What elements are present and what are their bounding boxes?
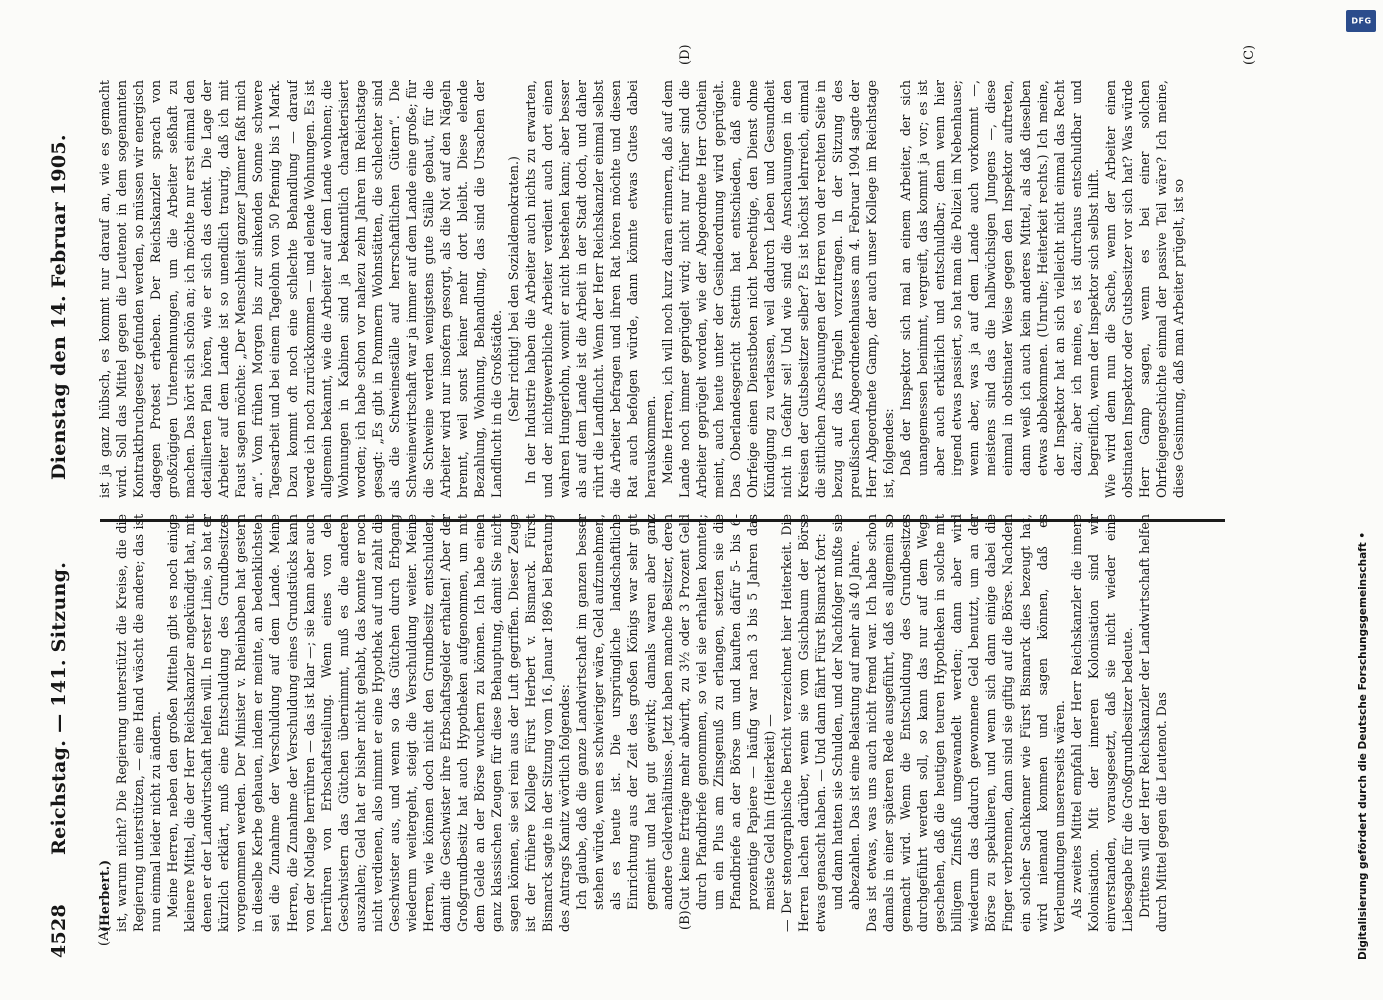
paragraph: — Der stenographische Bericht verzeichnet hier Heiterkeit. Die Herren lachen darüber, wenn sie vom Gsichbaum der Börse etwas genascht haben. — Und dann fährt Fürst Bismarck fort: <box>778 514 828 932</box>
margin-marker-a: (A) <box>97 926 112 946</box>
paragraph: Als zweites Mittel empfahl der Herr Reichskanzler die innere Kolonisation. Mit der inneren Kolonisation sind wir einverstanden, vorausgesetzt, daß sie nicht wieder eine Liebesgabe für die Großgrundbesitzer bedeute. <box>1068 514 1135 932</box>
paragraph: Das ist etwas, was uns auch nicht fremd war. Ich habe schon damals in einer späteren Rede ausgeführt, daß es allgemein so gemacht wird. Wenn die Entschuldung des Grundbesitzes durchgeführt werden soll, so kann das nur auf dem Wege geschehen, daß die heutigen teuren Hypotheken in solche mit billigem Zinsfuß umgewandelt werden; dann aber wird wiederum das dadurch gewonnene Geld benutzt, um an der Börse zu spekulieren, und wenn sich dann einige dabei die Finger verbrennen, dann sind sie giftig auf die Börse. Nachdem ein solcher Sachkenner wie Fürst Bismarck dies bezeugt hat, wird niemand kommen und sagen können, daß es Verleumdungen unsererseits wären. <box>864 514 1067 932</box>
paragraph: Meine Herren, neben den großen Mitteln gibt es noch einige kleinere Mittel, die der Herr Reichskanzler angekündigt hat, mit denen er der Landwirtschaft helfen will. In erster Linie, so hat er kürzlich erklärt, muß eine Entschuldung des Grundbesitzes vorgenommen werden. Der Minister v. Rheinbaben hat gestern in dieselbe Kerbe gehauen, indem er meinte, an bedenklichsten sei die Zunahme der Verschuldung auf dem Lande. Meine Herren, die Zunahme der Verschuldung eines Grundstücks kann von der Notlage herrühren — das ist klar —; sie kann aber auch herrühren von Erbschaftsteilung. Wenn eines von den Geschwistern das Gütchen übernimmt, muß es die anderen auszahlen; Geld hat er bisher nicht gehabt, das konnte er noch nicht verdienen, also nimmt er eine Hypothek auf und zahlt die Geschwister aus, und wenn so das Gütchen durch Erbgang wiederum weitergeht, steigt die Verschuldung weiter. Meine Herren, wie können doch nicht den Grundbesitz entschulden, damit die Geschwister ihre Erbschaftsgelder erhalten! Aber der Großgrundbesitz hat auch Hypotheken aufgenommen, um mit dem Gelde an der Börse wuchern zu können. Ich habe einen ganz klassischen Zeugen für diese Behauptung, damit Sie nicht sagen können, sie sei rein aus der Luft gegriffen. Dieser Zeuge ist der frühere Kollege Fürst Herbert v. Bismarck. Fürst Bismarck sagte in der Sitzung vom 16. Januar 1896 bei Beratung des Antrags Kanitz wörtlich folgendes: <box>165 514 573 932</box>
right-column <box>96 80 1206 498</box>
quotation: und dann hatten sie Schulden, und der Nachfolger mußte sie abbezahlen. Das ist eine Belastung auf mehr als 40 Jahre. <box>830 514 863 910</box>
margin-marker-c: (C) <box>1242 44 1257 65</box>
interjection: (Sehr richtig! bei den Sozialdemokraten.) <box>506 156 522 422</box>
dfg-logo <box>1346 10 1376 32</box>
margin-marker-d: (D) <box>678 44 693 65</box>
paragraph: In der Industrie haben die Arbeiter auch nichts zu erwarten, und der nichtgewerbliche Arbeiter verdient auch dort einen wahren Hungerlohn, womit er nicht bestehen kann; aber besser als auf dem Lande ist die Arbeit in der Stadt doch, und daher rührt die Landflucht. Wenn der Herr Reichskanzler einmal selbst die Arbeiter befragen und ihren Rat hören möchte und diesen Rat auch befolgen würde, dann könnte etwas Gutes dabei herauskommen. <box>523 80 658 498</box>
left-column <box>96 514 1221 932</box>
quotation: Ich glaube, daß die ganze Landwirtschaft im ganzen besser stehen würde, wenn es schwieriger wäre, Geld aufzunehmen, als es heute ist. Die ursprüngliche landschaftliche Einrichtung aus der Zeit des großen Königs war sehr gut gemeint und hat gut gewirkt; damals waren aber ganz andere Geldverhältnisse. Jetzt haben manche Besitzer, deren Gut keine Erträge mehr abwirft, zu 3½ oder 3 Prozent Geld durch Pfandbriefe genommen, so viel sie erhalten konnten; um ein Plus am Zinsgenuß zu erlangen, setzten sie die Pfandbriefe an der Börse um und kauften dafür 5- bis 6-prozentige Papiere — häufig war nach 3 bis 5 Jahren das meiste Geld hin (Heiterkeit) — <box>574 514 777 910</box>
paragraph: Meine Herren, ich will noch kurz daran erinnern, daß auf dem Lande noch immer geprügelt wird; nicht nur früher sind die Arbeiter geprügelt worden, wie der Abgeordnete Herr Gothein meint, auch heute unter der Gesindeordnung wird geprügelt. Das Oberlandesgericht Stettin hat entschieden, daß eine Ohrfeige einen Dienstboten nicht berechtige, den Dienst ohne Kündigung zu verlassen, weil dadurch Leben und Gesundheit nicht in Gefahr sei! Und wie sind die Anschauungen in den Kreisen der Gutsbesitzer selber? Es ist höchst lehrreich, einmal die sittlichen Anschauungen der Herren von der rechten Seite in bezug auf das Prügeln vorzutragen. In der Sitzung des preußischen Abgeordnetenhauses am 4. Februar 1904 sagte der Herr Abgeordnete Gamp, der auch unser Kollege im Reichstage ist, folgendes: <box>659 80 897 498</box>
paragraph: ist, warum nicht? Die Regierung unterstützt die Kreise, die die Regierung unterstützen, — eine Hand wäscht die andere; das ist nun einmal leider nicht zu ändern. <box>114 514 164 932</box>
page-date: Dienstag den 14. Februar 1905. <box>48 134 70 480</box>
dfg-logo-text: DFG <box>1350 16 1372 26</box>
quotation: Daß der Inspektor sich mal an einem Arbeiter, der sich unangemessen benimmt, vergreift, das kommt ja vor; es ist aber auch erklärlich und entschuldbar; denn wenn hier irgend etwas passiert, so hat man die Polizei im Nebenhause; wenn aber, was ja auf dem Lande auch vorkommt —, meistens sind das die halbwüchsigen Jungens —, diese einmal in obstinater Weise gegen den Inspektor auftreten, dann weiß ich auch kein anderes Mittel, als daß dieselben etwas abbekommen. (Unruhe; Heiterkeit rechts.) Ich meine, der Inspektor hat an sich vielleicht nicht einmal das Recht dazu; aber ich meine, es ist durchaus entschuldbar und begreiflich, wenn der Inspektor sich selbst hilft. <box>898 80 1101 476</box>
digitization-credit: Digitalisierung gefördert durch die Deutsche Forschungsgemeinschaft • <box>1357 531 1369 960</box>
paragraph: Drittens will der Herr Reichskanzler der Landwirtschaft helfen durch Mittel gegen die Leutenot. Das <box>1136 514 1169 932</box>
page-title: Reichstag. — 141. Sitzung. <box>48 561 70 855</box>
margin-marker-b: (B) <box>678 910 693 930</box>
paragraph: ist ja ganz hübsch, es kommt nur darauf an, wie es gemacht wird. Soll das Mittel gegen die Leutenot in dem sogenannten Kontraktbruchgesetz gefunden werden, so müssen wir energisch dagegen Protest erheben. Der Reichskanzler sprach von großzügigen Unternehmungen, um die Arbeiter seßhaft zu machen. Das hört sich schön an; ich möchte nur erst einmal den detaillierten Plan hören, wie er sich das denkt. Die Lage der Arbeiter auf dem Lande ist so unendlich traurig, daß ich mit Faust sagen möchte: „Der Menschheit ganzer Jammer faßt mich an“. Vom frühen Morgen bis zur sinkenden Sonne schwere Tagesarbeit und bei einem Tagelohn von 50 Pfennig bis 1 Mark. Dazu kommt oft noch eine schlechte Behandlung — darauf werde ich noch zurückkommen — und elende Wohnungen. Es ist allgemein bekannt, wie die Arbeiter auf dem Lande wohnen; die Wohnungen in Kabinen sind ja bekanntlich charakterisiert worden; ich habe schon vor nahezu zehn Jahren im Reichstage gesagt: „Es gibt in Pommern Wohnstätten, die schlechter sind als die Schweineställe auf herrschaftlichen Gütern“. Die Schweinewirtschaft war ja immer auf dem Lande eine große; für die Schweine werden wenigstens gute Ställe gebaut, für die Arbeiter wird nur insofern gesorgt, als die Not auf den Nägeln brennt, weil sonst keiner mehr dort bleibt. Diese elende Bezahlung, Wohnung, Behandlung, das sind die Ursachen der Landflucht in die Großstädte. <box>97 80 505 498</box>
page-number: 4528 <box>48 903 70 958</box>
speaker-label: (Herbert.) <box>97 859 112 932</box>
paragraph: Wie wird denn nun die Sache, wenn der Arbeiter einen obstinaten Inspektor oder Gutsbesitzer vor sich hat? Was würde Herr Gamp sagen, wenn es bei einer solchen Ohrfeigengeschichte einmal der passive Teil wäre? Ich meine, diese Gesinnung, daß man Arbeiter prügelt, ist so <box>1102 80 1186 498</box>
